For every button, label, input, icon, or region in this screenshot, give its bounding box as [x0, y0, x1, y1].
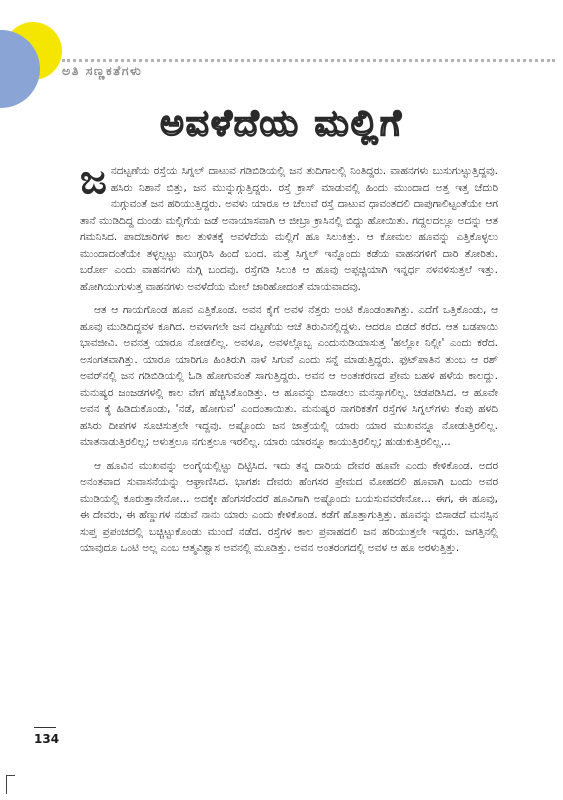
story-title: ಅವಳೆದೆಯ ಮಲ್ಲಿಗೆ: [160, 103, 403, 144]
page-number: 134: [34, 732, 60, 746]
paragraph-1-text: ನದಟ್ಟಣೆಯ ರಸ್ತೆಯ ಸಿಗ್ನಲ್ ದಾಟುವ ಗಡಿಬಿಡಿಯಲ್ಲಿ ಜನ ತುದಿಗಾಲಲ್ಲಿ ನಿಂತಿದ್ದರು. ವಾಹನಗಳು ಬುಸುಗುಟ್ಟುತ್ತಿದ್ದವು. ಹಸಿರು ನಿಶಾನೆ ಬಿತ್ತು, ಜನ ಮುನ್ನುಗ್ಗುತ್ತಿದ್ದರು. ರಸ್ತೆ ಕ್ರಾಸ್ ಮಾಡುವಲ್ಲಿ ಹಿಂದು ಮುಂದಾದ ಅತ್ತ ಇತ್ತ ಚೆದುರಿ ನುಗ್ಗುವಂತೆ ಜನ ಹರಿಯುತ್ತಿದ್ದರು. ಅವಳು ಯಾರೂ ಆ ಚೆಲುವೆ ರಸ್ತೆ ದಾಟುವ ಧಾವಂತದಲಿ ದಾಪುಗಾಲಿಟ್ಟಂತೆಯೇ ಆಗ ತಾನೆ ಮುಡಿದಿದ್ದ ದುಂಡು ಮಲ್ಲಿಗೆಯ ಜಡೆ ಅನಾಯಾಸವಾಗಿ ಆ ಜೀಬ್ರಾ ಕ್ರಾಸಿನಲ್ಲಿ ಬಿದ್ದು ಹೋಯಿತು. ಗದ್ದಲದಲ್ಲೂ ಅದನ್ನು ಆತ ಗಮನಿಸಿದ. ಪಾದಚಾರಿಗಳ ಕಾಲ ತುಳಿತಕ್ಕೆ ಅವಳೆದೆಯ ಮಲ್ಲಿಗೆ ಹೂ ಸಿಲುಕಿತ್ತು. ಆ ಕೋಮಲ ಹೂವನ್ನು ಎತ್ತಿಕೊಳ್ಳಲು ಮುಂದಾದಂತೆಯೇ ತಳ್ಳಲ್ಪಟ್ಟು ಮುಗ್ಗರಿಸಿ ಹಿಂದೆ ಬಂದ. ಮತ್ತೆ ಸಿಗ್ನಲ್ ಇನ್ನೊಂದು ಕಡೆಯ ವಾಹನಗಳಿಗೆ ದಾರಿ ತೋರಿತು. ಬರ್ರೋ ಎಂದು ವಾಹನಗಳು ನುಗ್ಗಿ ಬಂದವು. ರಸ್ತೆಗಡಿ ಸಿಲುಕಿ ಆ ಹೂವು ಅಪ್ಪಚ್ಚಿಯಾಗಿ ಇನ್ನರ್ಧ ನಳನಳಿಸುತ್ತಲೆ ಇತ್ತು. ಹೋಗಿಯುಗುಳುತ್ತ ವಾಹನಗಳು ಅವಳೆದೆಯ ಮೇಲೆ ಜಾರಿಹೋದಂತೆ ಮಾಯವಾದವು.: [80, 165, 498, 293]
paragraph-1: [80, 157, 498, 295]
section-label: ಅತಿ ಸಣ್ಣಕತೆಗಳು: [62, 63, 143, 78]
story-body: [80, 157, 498, 564]
drop-cap: ಜ: [80, 157, 107, 203]
crop-mark: [6, 775, 15, 794]
paragraph-2: ಆತ ಆ ಗಾಯಗೊಂಡ ಹೂವ ಎತ್ತಿಕೊಂಡ. ಅವನ ಕೈಗೆ ಅವಳ ನೆತ್ತರು ಅಂಟಿ ಕೊಂಡಂತಾಗಿತ್ತು. ಎದೆಗೆ ಒತ್ತಿಕೊಂಡು, ಆ ಹೂವು ಮುಡಿದಿದ್ದವಳ ಕೂಗಿದ. ಅವಳಾಗಲೇ ಜನ ದಟ್ಟಣೆಯ ಆಚೆ ತಿರುವಿನಲ್ಲಿದ್ದಳು. ಆದರೂ ಬಿಡದೆ ಕರೆದ. ಆತ ಬಡಪಾಯಿ ಭಾವಜೀವಿ. ಅವನತ್ತ ಯಾರೂ ನೋಡಲಿಲ್ಲ. ಅವಳೂ, ಅವಳಲ್ಲೊಬ್ಬ ಎಂದುನುಡಿಯಾಸುತ್ತ 'ಹಲ್ಲೋ ನಿಲ್ಲೀ' ಎಂದು ಕರೆದ. ಅಸಂಗತವಾಗಿತ್ತು. ಯಾರೂ ಯಾರಿಗೂ ಹಿಂತಿರುಗಿ ನಾಳೆ ಸಿಗುವೆ ಎಂದು ಸನ್ನೆ ಮಾಡುತ್ತಿದ್ದರು. ಫುಟ್‌ಪಾತಿನ ತುಂಬ ಆ ರಶ್ ಅವರ್‌ನಲ್ಲಿ ಜನ ಗಡಿಬಿಡಿಯಲ್ಲಿ ಓಡಿ ಹೋಗುವಂತೆ ಸಾಗುತ್ತಿದ್ದರು. ಅವನ ಆ ಅಂತಃಕರಣದ ಪ್ರೇಮ ಬಹಳ ಹಳೆಯ ಕಾಲದ್ದು. ಮನುಷ್ಯರ ಜಂಜಡಗಳಲ್ಲಿ ಕಾಲ ವೇಗ ಹೆಚ್ಚಿಸಿಕೊಂಡಿತ್ತು. ಆ ಹೂವನ್ನು ಬಿಸಾಡಲು ಮನಸ್ಸಾಗಲಿಲ್ಲ. ಚಡಪಡಿಸಿದ. ಆ ಹೂವೇ ಅವನ ಕೈ ಹಿಡಿದುಕೊಂಡು, 'ನಡೆ, ಹೋಗುವ' ಎಂದಂತಾಯಿತು. ಮನುಷ್ಯರ ನಾಗರಿಕತೆಗೆ ರಸ್ತೆಗಳ ಸಿಗ್ನಲ್‌ಗಳು ಕೆಂಪು ಹಳದಿ ಹಸಿರು ದೀಪಗಳ ಸೂಚಿಸುತ್ತಲೇ ಇದ್ದವು. ಅಷ್ಟೊಂದು ಜನ ಜಾತ್ರೆಯಲ್ಲಿ ಯಾರು ಯಾರ ಮುಖವನ್ನೂ ನೋಡುತ್ತಿರಲಿಲ್ಲ. ಮಾತನಾಡುತ್ತಿರಲಿಲ್ಲ; ಅಳುತ್ತಲೂ ನಗುತ್ತಲೂ ಇರಲಿಲ್ಲ. ಯಾರು ಯಾರನ್ನೂ ಕಾಯುತ್ತಿರಲಿಲ್ಲ; ಹುಡುಕುತ್ತಿರಲಿಲ್ಲ...: [80, 304, 498, 448]
page-number-rule: [34, 727, 56, 728]
paragraph-3: ಆ ಹೂವಿನ ಮುಖವನ್ನು ಅಂಗೈಯಲ್ಲಿಟ್ಟು ದಿಟ್ಟಿಸಿದ. ಇದು ತನ್ನ ದಾರಿಯ ದೇವರ ಹೂವೇ ಎಂದು ಕೇಳಿಕೊಂಡ. ಅದರ ಅನಂತವಾದ ಸುವಾಸನೆಯನ್ನು ಆಘ್ರಾಣಿಸಿದ. ಭಾಗಶಃ ದೇವರು ಹೆಂಗಸರ ಪ್ರೇಮದ ಮೋಹದಲಿ ಹೂವಾಗಿ ಬಂದು ಅವರ ಮುಡಿಯಲ್ಲಿ ಕೂರುತ್ತಾನೇನೋ... ಅದಕ್ಕೇ ಹೆಂಗಸರೆಂದರೆ ಹೂವಿಗಾಗಿ ಅಷ್ಟೊಂದು ಬಯಸುವವರೇನೋ... ಈಗ, ಈ ಹೂವು, ಈ ದೇವರು, ಈ ಹೆಣ್ಣುಗಳ ನಡುವೆ ನಾನು ಯಾರು ಎಂದು ಕೇಳಿಕೊಂಡ. ಕಡೆಗೆ ಹೊತ್ತಾಗುತ್ತಿತ್ತು. ಹೂವನ್ನು ಬಿಸಾಡದೆ ಮನಸ್ಸಿನ ಸುಪ್ತ ಪ್ರಪಂಚದಲ್ಲಿ ಬಚ್ಚಿಟ್ಟುಕೊಂಡು ಮುಂದೆ ನಡೆದ. ರಸ್ತೆಗಳ ಕಾಲ ಪ್ರವಾಹದಲಿ ಜನ ಹರಿಯುತ್ತಲೇ ಇದ್ದರು. ಜಗತ್ತಿನಲ್ಲಿ ಯಾವುದೂ ಒಂಟಿ ಅಲ್ಲ ಎಂಬ ಆತ್ಮವಿಶ್ವಾಸ ಅವನಲ್ಲಿ ಮೂಡಿತ್ತು. ಅವನ ಅಂತರಂಗದಲ್ಲಿ ಅವಳ ಆ ಹೂ ಅರಳುತ್ತಿತ್ತು.: [80, 459, 498, 554]
dotted-divider: [62, 59, 555, 62]
